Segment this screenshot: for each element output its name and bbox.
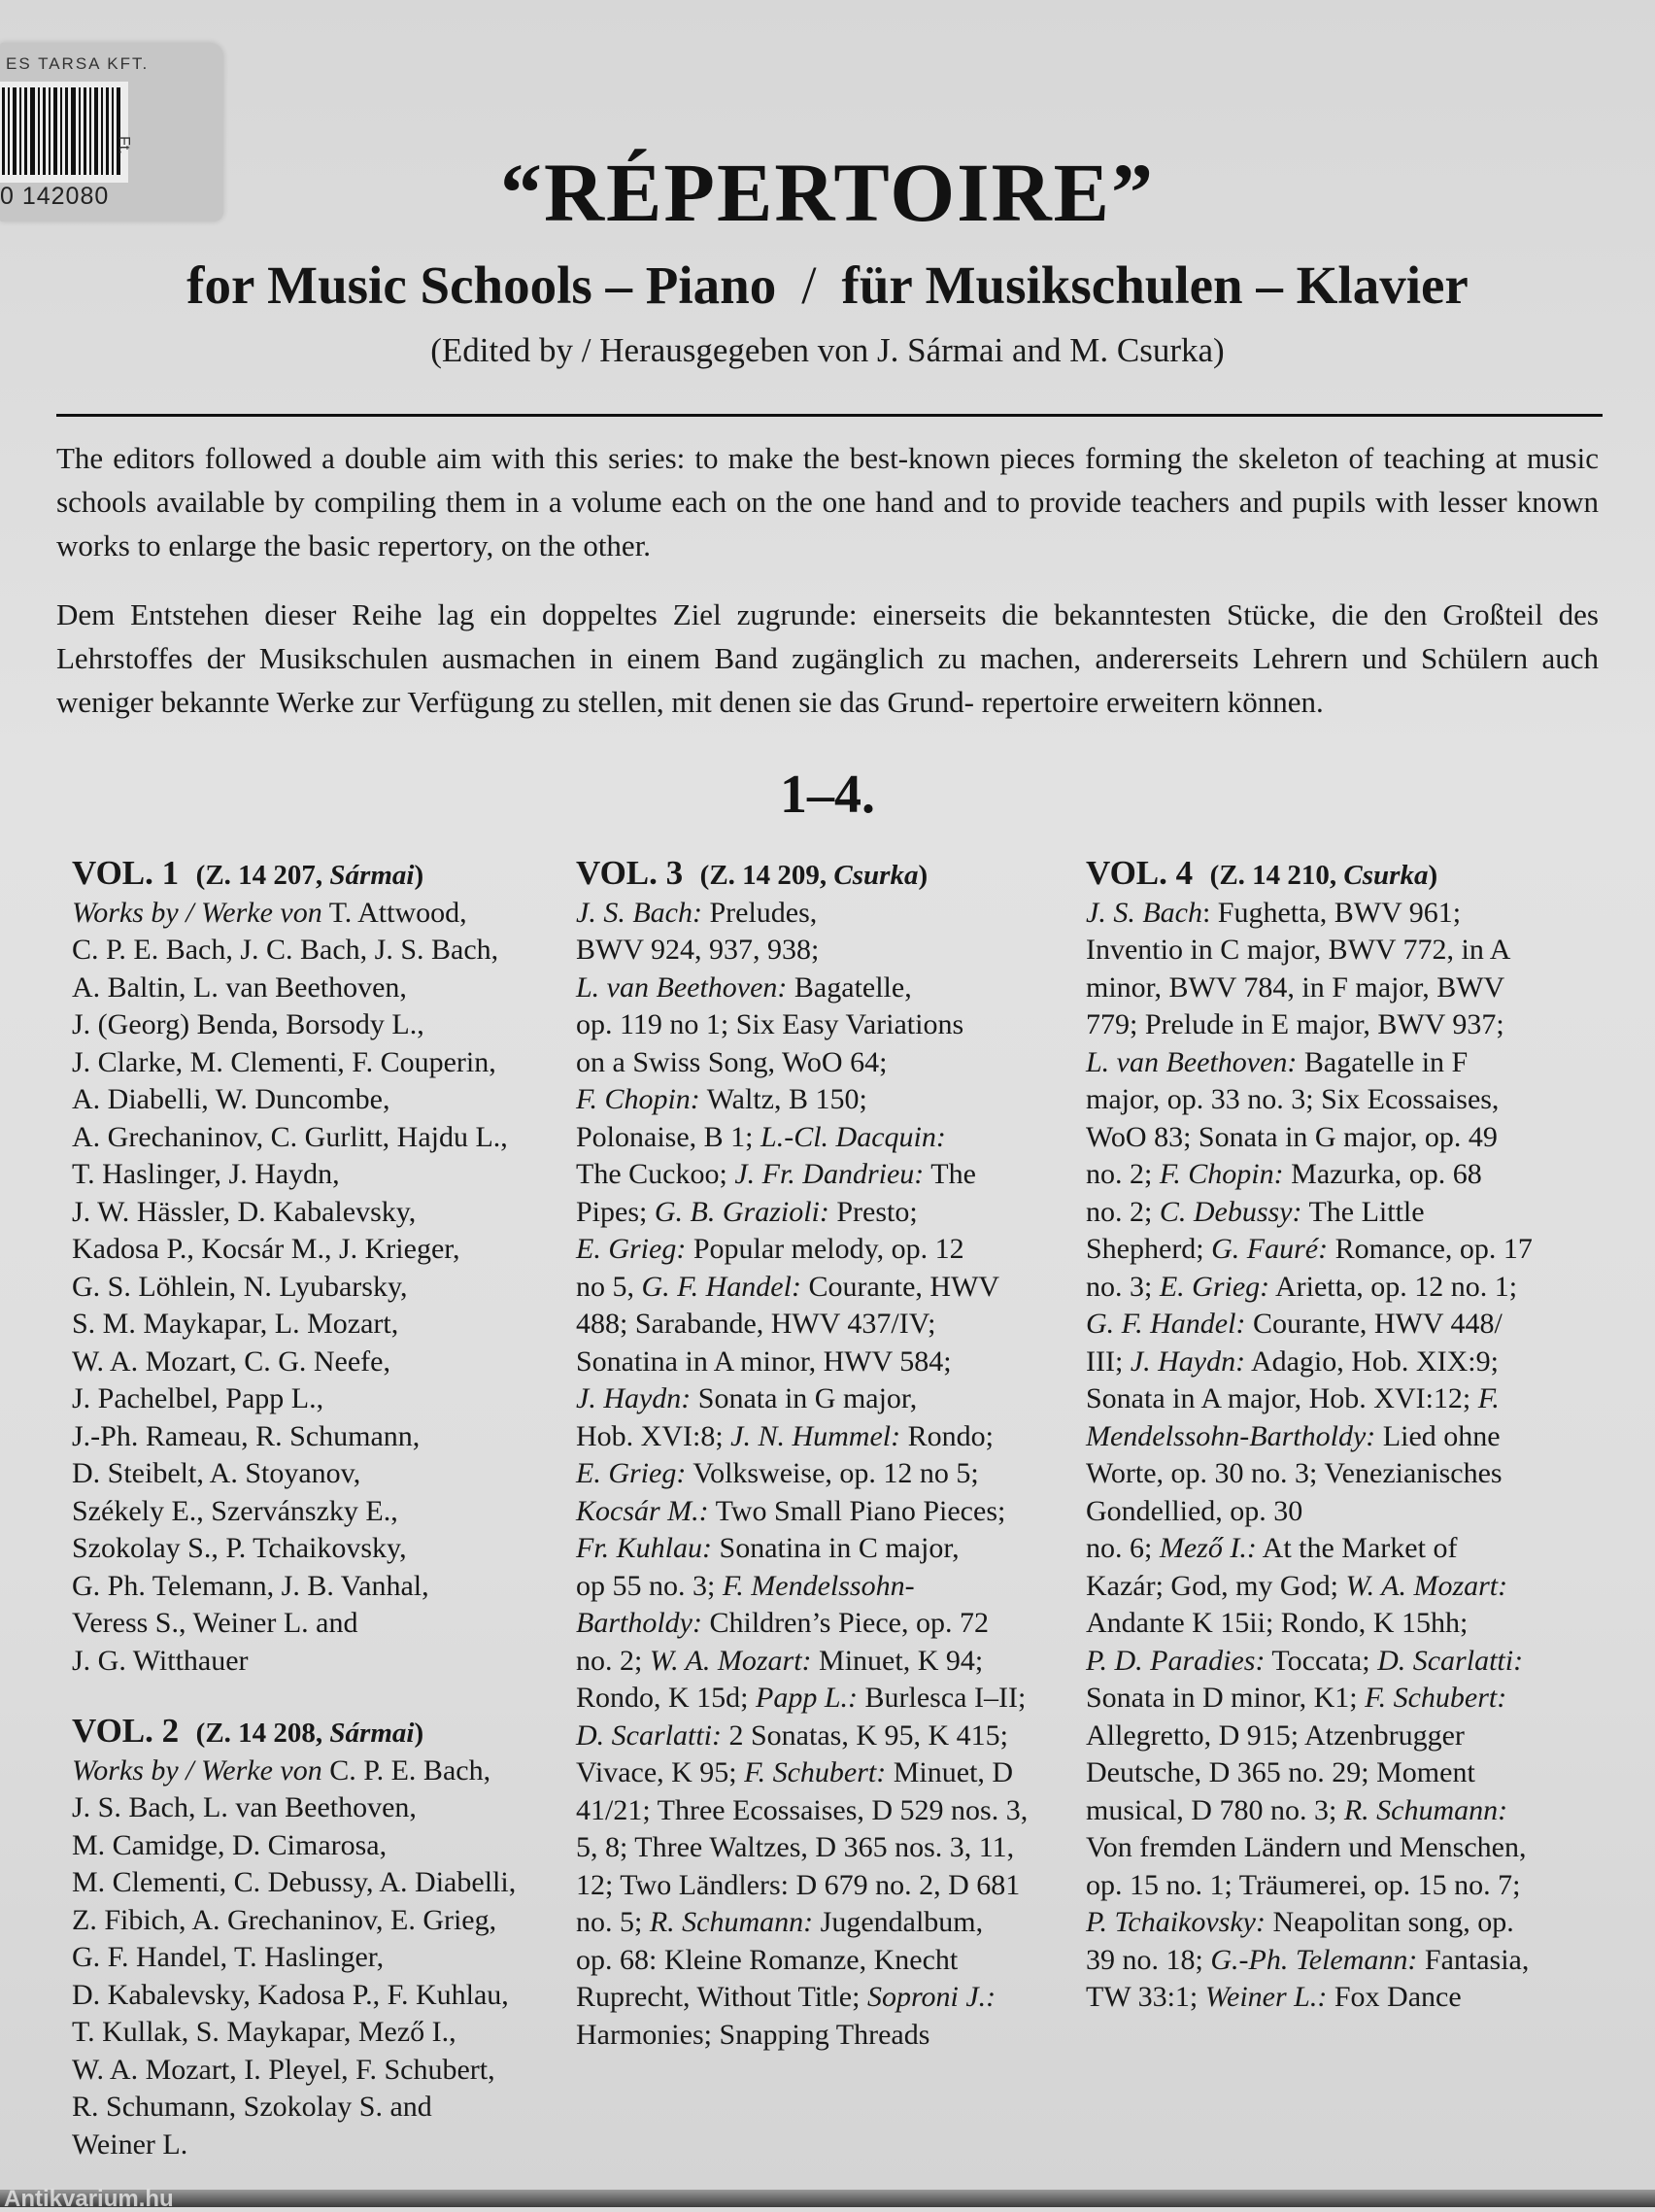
work-text: Harmonies; Snapping Threads xyxy=(576,2018,930,2051)
composer: E. Grieg: xyxy=(576,1233,687,1265)
vol1-heading xyxy=(72,855,557,895)
composer: G. F. Handel: xyxy=(641,1270,801,1303)
work-text: Vivace, K 95; xyxy=(576,1756,745,1788)
composer: R. Schumann: xyxy=(649,1906,814,1938)
vol4-line xyxy=(1086,1754,1591,1792)
editors-line: (Edited by / Herausgegeben von J. Sármai and M. Csurka) xyxy=(430,331,1225,369)
vol4-line xyxy=(1086,1455,1591,1493)
work-text: on a Swiss Song, WoO 64; xyxy=(576,1045,888,1078)
vol4-line xyxy=(1086,1942,1591,1980)
vol3-line xyxy=(576,1418,1081,1456)
vol3-line xyxy=(576,1306,1081,1344)
vol2-editor: Sármai xyxy=(329,1718,415,1749)
work-text: WoO 83; Sonata in G major, op. 49 xyxy=(1086,1120,1498,1153)
vol4-label: VOL. 4 xyxy=(1086,854,1194,892)
work-text: no. 6; xyxy=(1086,1532,1160,1564)
composer: W. A. Mozart: xyxy=(1345,1569,1508,1602)
vol4-line xyxy=(1086,1156,1591,1194)
vol2-heading xyxy=(72,1713,557,1753)
work-text: 779; Prelude in E major, BWV 937; xyxy=(1086,1008,1504,1040)
composer: Papp L.: xyxy=(756,1682,859,1714)
work-text: Sonata in A major, Hob. XVI:12; xyxy=(1086,1382,1478,1414)
work-text: : Fughetta, BWV 961; xyxy=(1201,896,1462,929)
work-text: Jugendalbum, xyxy=(813,1906,984,1938)
vol1-line: W. A. Mozart, C. G. Neefe, xyxy=(72,1344,390,1378)
vol2-line: T. Kullak, S. Maykapar, Mező I., xyxy=(72,2016,456,2048)
vol3-line xyxy=(576,1119,1081,1157)
vol1-line: A. Grechaninov, C. Gurlitt, Hajdu L., xyxy=(72,1120,508,1153)
work-text: BWV 924, 937, 938; xyxy=(576,934,820,966)
composer: J. N. Hummel: xyxy=(730,1419,901,1452)
vol4-line xyxy=(1086,1344,1591,1381)
vol4-line xyxy=(1086,1006,1591,1044)
work-text: op. 119 no 1; Six Easy Variations xyxy=(576,1008,964,1040)
work-text: 12; Two Ländlers: D 679 no. 2, D 681 xyxy=(576,1868,1021,1901)
work-text: Two Small Piano Pieces; xyxy=(708,1494,1006,1527)
vol1-editor: Sármai xyxy=(329,860,415,891)
composer: Kocsár M.: xyxy=(576,1494,709,1527)
intro-german: Dem Entstehen dieser Reihe lag ein doppeltes Ziel zugrunde: einerseits die bekanntesten Stücke, die den Großteil des Lehrstoffes der Musikschulen ausmachen in einem Band zugänglich zu machen, andererseits Lehrern und Schülern auch weniger bekannte Werke zur Verfügung zu stellen, mit denen sie das Grund- repertoire erweitern können. xyxy=(56,597,1599,719)
composer: Weiner L.: xyxy=(1204,1981,1328,2013)
vol2-line: W. A. Mozart, I. Pleyel, F. Schubert, xyxy=(72,2053,495,2086)
vol2-code: (Z. 14 208, xyxy=(195,1718,330,1749)
subtitle-german: für Musikschulen – Klavier xyxy=(841,255,1469,315)
work-text: 488; Sarabande, HWV 437/IV; xyxy=(576,1308,936,1340)
vol3-editor: Csurka xyxy=(833,860,919,891)
vol4-line xyxy=(1086,1493,1591,1531)
work-text: op. 68: Kleine Romanze, Knecht xyxy=(576,1943,959,1976)
work-text: no. 2; xyxy=(576,1644,650,1677)
bottom-watermark-band xyxy=(0,2186,1655,2212)
vol1-line: J. Clarke, M. Clementi, F. Couperin, xyxy=(72,1045,496,1078)
intro-english: The editors followed a double aim with this series: to make the best-known pieces forming the skeleton of teaching at music schools available by compiling them in a volume each on the one hand and to provide teachers and pupils with lesser known works to enlarge the basic repertory, on the other. xyxy=(56,441,1599,562)
vol3-line xyxy=(576,1156,1081,1194)
vol4-line xyxy=(1086,932,1591,970)
vol3-line xyxy=(576,1194,1081,1232)
vol2-line: D. Kabalevsky, Kadosa P., F. Kuhlau, xyxy=(72,1978,509,2011)
vol1-line: G. S. Löhlein, N. Lyubarsky, xyxy=(72,1270,408,1303)
work-text: Courante, HWV 448/ xyxy=(1245,1308,1503,1340)
work-text: Sonata in G major, xyxy=(691,1382,918,1414)
vol3-line xyxy=(576,1792,1081,1830)
vol1-line: C. P. E. Bach, J. C. Bach, J. S. Bach, xyxy=(72,934,499,966)
work-text: Sonatina in A minor, HWV 584; xyxy=(576,1344,952,1378)
work-text: Kazár; God, my God; xyxy=(1086,1569,1346,1602)
work-text: Minuet, K 94; xyxy=(811,1644,984,1677)
work-text: Waltz, B 150; xyxy=(699,1083,867,1115)
composer: F. Chopin: xyxy=(576,1083,700,1115)
composer: G. F. Handel: xyxy=(1086,1308,1246,1340)
work-text: no. 3; xyxy=(1086,1270,1160,1303)
composer: L. van Beethoven: xyxy=(576,970,788,1004)
composer: L. van Beethoven: xyxy=(1086,1045,1298,1078)
work-text: Fantasia, xyxy=(1417,1943,1530,1976)
work-text: Volksweise, op. 12 no 5; xyxy=(686,1457,979,1489)
composer: Fr. Kuhlau: xyxy=(576,1532,713,1564)
vol4-line xyxy=(1086,1979,1591,2017)
work-text: Burlesca I–II; xyxy=(858,1682,1027,1714)
work-text: no. 5; xyxy=(576,1906,650,1938)
composer: Mendelssohn-Bartholdy: xyxy=(1086,1419,1376,1452)
work-text: op 55 no. 3; xyxy=(576,1569,723,1602)
work-text: Children’s Piece, op. 72 xyxy=(701,1607,989,1639)
vol2-line: R. Schumann, Szokolay S. and xyxy=(72,2091,432,2123)
composer: F. xyxy=(1477,1382,1500,1414)
vol2-label: VOL. 2 xyxy=(72,1712,180,1750)
work-text: Sonatina in C major, xyxy=(712,1532,960,1564)
composer: F. Schubert: xyxy=(744,1756,887,1788)
vol1-code-close: ) xyxy=(414,860,424,891)
vol4-line xyxy=(1086,1231,1591,1269)
vol1-line xyxy=(72,895,557,933)
sticker-vendor: ES TARSA KFT. xyxy=(6,54,150,73)
work-text: The Little xyxy=(1301,1195,1425,1228)
vol3-line xyxy=(576,932,1081,970)
composer: R. Schumann: xyxy=(1343,1793,1508,1826)
work-text: The Cuckoo; xyxy=(576,1158,735,1190)
vol1-text: T. Attwood, xyxy=(321,896,467,929)
work-text: 41/21; Three Ecossaises, D 529 nos. 3, xyxy=(576,1793,1029,1826)
work-text: no. 2; xyxy=(1086,1195,1160,1228)
vol4-code-close: ) xyxy=(1428,860,1438,891)
vol2-works-by: Works by / Werke von xyxy=(72,1753,322,1787)
vol2-line: J. S. Bach, L. van Beethoven, xyxy=(72,1791,417,1823)
vol1-line: Veress S., Weiner L. and xyxy=(72,1607,358,1639)
work-text: Toccata; xyxy=(1265,1644,1378,1677)
work-text: Polonaise, B 1; xyxy=(576,1120,761,1153)
work-text: no 5, xyxy=(576,1270,642,1303)
vol2-line: Z. Fibich, A. Grechaninov, E. Grieg, xyxy=(72,1903,497,1936)
composer: D. Scarlatti: xyxy=(576,1719,722,1752)
work-text: major, op. 33 no. 3; Six Ecossaises, xyxy=(1086,1083,1500,1115)
vol4-line xyxy=(1086,1081,1591,1119)
vol4-line xyxy=(1086,1829,1591,1867)
work-text: Bagatelle, xyxy=(787,970,912,1004)
vol3-line xyxy=(576,1605,1081,1643)
composer: E. Grieg: xyxy=(1159,1270,1270,1303)
vol4-editor: Csurka xyxy=(1343,860,1429,891)
vol1-line: A. Baltin, L. van Beethoven, xyxy=(72,970,407,1004)
vol1-line: Székely E., Szervánszky E., xyxy=(72,1494,398,1527)
composer: Mező I.: xyxy=(1159,1532,1257,1564)
vol2-text: C. P. E. Bach, xyxy=(321,1753,491,1787)
vol3-label: VOL. 3 xyxy=(576,854,684,892)
page-title: “RÉPERTOIRE” xyxy=(499,146,1156,239)
work-text: Deutsche, D 365 no. 29; Moment xyxy=(1086,1756,1475,1788)
vol3-line xyxy=(576,1568,1081,1606)
work-text: Fox Dance xyxy=(1327,1981,1462,2013)
vol2-code-close: ) xyxy=(414,1718,424,1749)
work-text: Lied ohne xyxy=(1375,1419,1501,1452)
vol4-heading xyxy=(1086,855,1591,895)
work-text: Allegretto, D 915; Atzenbrugger xyxy=(1086,1719,1465,1752)
vol4-line xyxy=(1086,1119,1591,1157)
vol3-line xyxy=(576,1455,1081,1493)
vol3-line xyxy=(576,970,1081,1007)
work-text: At the Market of xyxy=(1256,1532,1458,1564)
vol4-line xyxy=(1086,1269,1591,1307)
vol4-line xyxy=(1086,1044,1591,1082)
vol4-line xyxy=(1086,1605,1591,1643)
work-text: Popular melody, op. 12 xyxy=(686,1233,964,1265)
vol3-line xyxy=(576,1867,1081,1905)
composer: J. Haydn: xyxy=(1130,1344,1246,1378)
work-text: Shepherd; xyxy=(1086,1233,1212,1265)
composer: F. Chopin: xyxy=(1159,1158,1284,1190)
vol3-line xyxy=(576,1718,1081,1755)
work-text: Sonata in D minor, K1; xyxy=(1086,1682,1366,1714)
column-vol-4 xyxy=(1086,855,1591,2017)
composer: J. Fr. Dandrieu: xyxy=(734,1158,925,1190)
vol1-line: J. (Georg) Benda, Borsody L., xyxy=(72,1008,424,1040)
vol3-line xyxy=(576,1754,1081,1792)
vol4-line xyxy=(1086,1418,1591,1456)
vol1-line: S. M. Maykapar, L. Mozart, xyxy=(72,1308,399,1340)
work-text: 2 Sonatas, K 95, K 415; xyxy=(722,1719,1008,1752)
composer: D. Scarlatti: xyxy=(1377,1644,1524,1677)
vol4-line xyxy=(1086,1867,1591,1905)
sticker-number: 0 142080 xyxy=(0,183,110,210)
watermark: Antikvarium.hu xyxy=(4,2186,174,2212)
work-text: The xyxy=(924,1158,976,1190)
composer: L.-Cl. Dacquin: xyxy=(760,1120,946,1153)
column-vol-3 xyxy=(576,855,1081,2054)
vol4-line xyxy=(1086,1643,1591,1681)
divider xyxy=(56,414,1603,417)
vol3-line xyxy=(576,1493,1081,1531)
work-text: 5, 8; Three Waltzes, D 365 nos. 3, 11, xyxy=(576,1831,1015,1863)
vol3-line xyxy=(576,895,1081,933)
work-text: Von fremden Ländern und Menschen, xyxy=(1086,1831,1527,1863)
vol3-line xyxy=(576,1680,1081,1718)
vol1-line: J. G. Witthauer xyxy=(72,1644,249,1677)
work-text: Romance, op. 17 xyxy=(1328,1233,1533,1265)
work-text: Presto; xyxy=(828,1195,918,1228)
sticker-price-label: Ft. xyxy=(116,136,132,154)
vol4-line xyxy=(1086,895,1591,933)
vol4-line xyxy=(1086,1306,1591,1344)
composer: P. Tchaikovsky: xyxy=(1086,1906,1266,1938)
vol3-line xyxy=(576,1081,1081,1119)
column-vol-1-2 xyxy=(72,855,557,2163)
vol1-line: J. Pachelbel, Papp L., xyxy=(72,1382,324,1414)
subtitle-separator: / xyxy=(801,255,817,315)
work-text: Inventio in C major, BWV 772, in A xyxy=(1086,934,1511,966)
composer: G.-Ph. Telemann: xyxy=(1210,1943,1418,1976)
vol1-works-by: Works by / Werke von xyxy=(72,896,322,929)
work-text: Arietta, op. 12 no. 1; xyxy=(1269,1270,1518,1303)
work-text: 39 no. 18; xyxy=(1086,1943,1211,1976)
work-text: minor, BWV 784, in F major, BWV xyxy=(1086,970,1505,1004)
vol4-line xyxy=(1086,1680,1591,1718)
vol3-line xyxy=(576,1231,1081,1269)
vol3-code: (Z. 14 209, xyxy=(699,860,834,891)
vol1-line: T. Haslinger, J. Haydn, xyxy=(72,1158,340,1190)
vol4-code: (Z. 14 210, xyxy=(1209,860,1344,891)
composer: J. Haydn: xyxy=(576,1382,692,1414)
composer: J. S. Bach: xyxy=(576,896,702,929)
vol2-line: M. Camidge, D. Cimarosa, xyxy=(72,1828,388,1861)
composer: G. B. Grazioli: xyxy=(654,1195,829,1228)
composer: Soproni J.: xyxy=(866,1981,996,2013)
vol2-line xyxy=(72,1753,557,1790)
vol3-code-close: ) xyxy=(918,860,929,891)
vol1-label: VOL. 1 xyxy=(72,854,180,892)
work-text: Ruprecht, Without Title; xyxy=(576,1981,867,2013)
vol3-line xyxy=(576,1044,1081,1082)
subtitle-english: for Music Schools – Piano xyxy=(186,255,777,315)
composer: C. Debussy: xyxy=(1159,1195,1302,1228)
vol4-line xyxy=(1086,1568,1591,1606)
work-text: TW 33:1; xyxy=(1086,1981,1205,2013)
work-text: Minuet, D xyxy=(886,1756,1014,1788)
vol3-line xyxy=(576,1904,1081,1942)
work-text: Mazurka, op. 68 xyxy=(1283,1158,1482,1190)
work-text: Worte, op. 30 no. 3; Venezianisches xyxy=(1086,1457,1503,1489)
composer: F. Schubert: xyxy=(1365,1682,1507,1714)
vol4-line xyxy=(1086,1530,1591,1568)
work-text: Bagatelle in F xyxy=(1297,1045,1469,1078)
vol2-line: Weiner L. xyxy=(72,2127,188,2161)
work-text: Gondellied, op. 30 xyxy=(1086,1494,1303,1527)
work-text: Andante K 15ii; Rondo, K 15hh; xyxy=(1086,1607,1469,1639)
vol1-line: Kadosa P., Kocsár M., J. Krieger, xyxy=(72,1233,460,1265)
vol1-line: A. Diabelli, W. Duncombe, xyxy=(72,1083,390,1115)
vol3-line xyxy=(576,1380,1081,1418)
vol1-line: G. Ph. Telemann, J. B. Vanhal, xyxy=(72,1569,429,1602)
vol4-line xyxy=(1086,1194,1591,1232)
vol3-line xyxy=(576,1979,1081,2017)
vol1-code: (Z. 14 207, xyxy=(195,860,330,891)
work-text: no. 2; xyxy=(1086,1158,1160,1190)
vol1-line: Szokolay S., P. Tchaikovsky, xyxy=(72,1532,407,1564)
vol3-heading xyxy=(576,855,1081,895)
work-text: Rondo, K 15d; xyxy=(576,1682,757,1714)
vol4-line xyxy=(1086,1792,1591,1830)
vol4-line xyxy=(1086,1904,1591,1942)
composer: Bartholdy: xyxy=(576,1607,702,1639)
vol3-line xyxy=(576,1006,1081,1044)
composer: W. A. Mozart: xyxy=(649,1644,812,1677)
vol1-line: D. Steibelt, A. Stoyanov, xyxy=(72,1457,361,1489)
composer: P. D. Paradies: xyxy=(1086,1644,1266,1677)
vol4-line xyxy=(1086,1380,1591,1418)
vol3-line xyxy=(576,1643,1081,1681)
vol3-line xyxy=(576,1344,1081,1381)
work-text: Neapolitan song, op. xyxy=(1265,1906,1514,1938)
vol4-line xyxy=(1086,970,1591,1007)
work-text: Pipes; xyxy=(576,1195,655,1228)
vol3-line xyxy=(576,2017,1081,2055)
vol1-line: J.-Ph. Rameau, R. Schumann, xyxy=(72,1419,421,1452)
volumes-range: 1–4. xyxy=(780,765,875,825)
vol3-line xyxy=(576,1530,1081,1568)
work-text: musical, D 780 no. 3; xyxy=(1086,1793,1344,1826)
vol2-line: M. Clementi, C. Debussy, A. Diabelli, xyxy=(72,1866,517,1898)
work-text: Courante, HWV xyxy=(800,1270,1000,1303)
vol4-line xyxy=(1086,1718,1591,1755)
vol3-line xyxy=(576,1269,1081,1307)
vol3-line xyxy=(576,1829,1081,1867)
composer: G. Fauré: xyxy=(1211,1233,1329,1265)
work-text: op. 15 no. 1; Träumerei, op. 15 no. 7; xyxy=(1086,1868,1521,1901)
work-text: Rondo; xyxy=(900,1419,994,1452)
composer: E. Grieg: xyxy=(576,1457,687,1489)
work-text: III; xyxy=(1086,1344,1131,1378)
vol1-line: J. W. Hässler, D. Kabalevsky, xyxy=(72,1195,417,1228)
vol3-line xyxy=(576,1942,1081,1980)
subtitle xyxy=(0,255,1655,316)
composer: J. S. Bach xyxy=(1086,896,1202,929)
work-text: Adagio, Hob. XIX:9; xyxy=(1245,1344,1499,1378)
work-text: Hob. XVI:8; xyxy=(576,1419,731,1452)
vol2-line: G. F. Handel, T. Haslinger, xyxy=(72,1941,385,1973)
composer: F. Mendelssohn- xyxy=(722,1569,915,1602)
work-text: Preludes, xyxy=(701,896,818,929)
